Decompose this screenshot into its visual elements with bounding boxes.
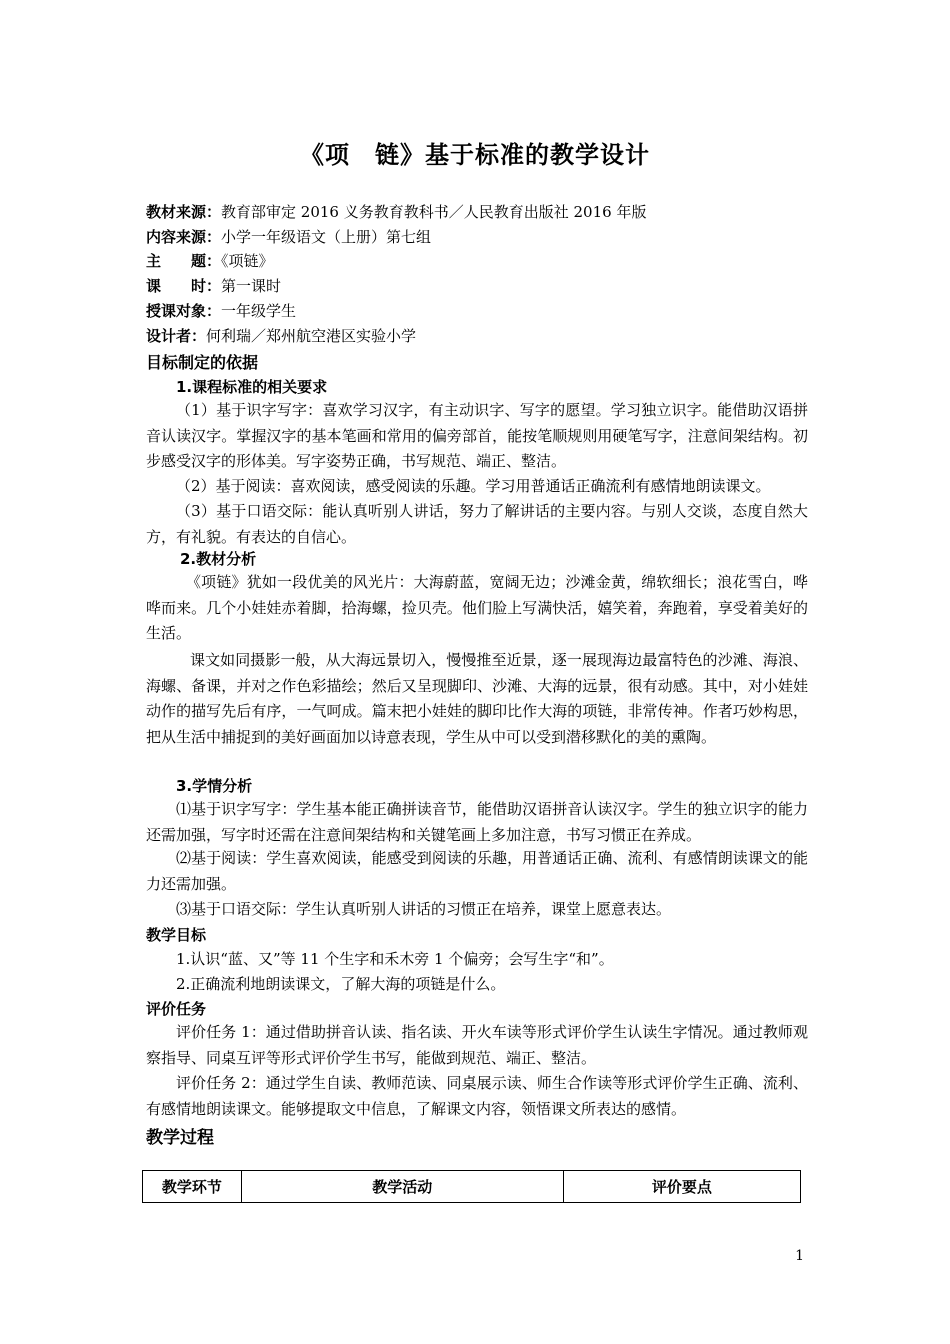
meta-key: 教材来源： xyxy=(146,203,222,221)
column-header: 教学环节 xyxy=(143,1171,242,1203)
meta-key: 授课对象： xyxy=(146,302,222,320)
subheading-students: 3.学情分析 xyxy=(176,777,253,795)
section-heading-tasks: 评价任务 xyxy=(146,1000,207,1018)
column-header: 评价要点 xyxy=(563,1171,800,1203)
paragraph: （1）基于识字写字：喜欢学习汉字，有主动识字、写字的愿望。学习独立识字。能借助汉语拼音认读汉字。掌握汉字的基本笔画和常用的偏旁部首，能按笔顺规则用硬笔写字，注意间架结构。初步感受汉字的形体美。写字姿势正确，书写规范、端正、整洁。 xyxy=(146,401,808,471)
meta-key: 主 题： xyxy=(146,252,222,270)
paragraph: 《项链》犹如一段优美的风光片：大海蔚蓝，宽阔无边；沙滩金黄，绵软细长；浪花雪白，哗哗而来。几个小娃娃赤着脚，拾海螺，捡贝壳。他们脸上写满快活，嬉笑着，奔跑着，享受着美好的生活。 xyxy=(146,573,808,643)
meta-period xyxy=(146,274,281,298)
paragraph: 评价任务 2：通过学生自读、教师范读、同桌展示读、师生合作读等形式评价学生正确、流利、有感情地朗读课文。能够提取文中信息，了解课文内容，领悟课文所表达的感情。 xyxy=(146,1074,808,1118)
meta-key: 设计者： xyxy=(146,327,207,345)
subheading-material: 2.教材分析 xyxy=(180,550,257,568)
meta-value: 《项链》 xyxy=(221,252,274,270)
paragraph: ⑴基于识字写字：学生基本能正确拼读音节，能借助汉语拼音认读汉字。学生的独立识字的能力还需加强，写字时还需在注意间架结构和关键笔画上多加注意，书写习惯正在养成。 xyxy=(146,800,808,844)
table-header-row xyxy=(143,1171,801,1203)
goal-item: 1.认识“蓝、又”等 11 个生字和禾木旁 1 个偏旁；会写生字“和”。 xyxy=(176,950,614,968)
meta-value: 第一课时 xyxy=(221,277,282,295)
paragraph: ⑶基于口语交际：学生认真听别人讲话的习惯正在培养，课堂上愿意表达。 xyxy=(176,900,672,918)
section-heading-process: 教学过程 xyxy=(146,1128,214,1148)
meta-designer xyxy=(146,324,416,348)
paragraph: ⑵基于阅读：学生喜欢阅读，能感受到阅读的乐趣，用普通话正确、流利、有感情朗读课文的能力还需加强。 xyxy=(146,849,808,893)
meta-value: 何利瑞／郑州航空港区实验小学 xyxy=(206,327,417,345)
paragraph: （3）基于口语交际：能认真听别人讲话，努力了解讲话的主要内容。与别人交谈，态度自然大方，有礼貌。有表达的自信心。 xyxy=(146,502,808,546)
meta-value: 小学一年级语文（上册）第七组 xyxy=(221,228,432,246)
subheading-standards: 1.课程标准的相关要求 xyxy=(176,378,328,396)
section-heading-goals: 教学目标 xyxy=(146,926,207,944)
section-heading-basis: 目标制定的依据 xyxy=(146,353,259,372)
process-table xyxy=(142,1170,801,1203)
meta-content xyxy=(146,225,431,249)
meta-value: 一年级学生 xyxy=(221,302,297,320)
meta-value: 教育部审定 2016 义务教育教科书／人民教育出版社 2016 年版 xyxy=(221,203,647,221)
meta-audience xyxy=(146,299,296,323)
paragraph: 课文如同摄影一般，从大海远景切入，慢慢推至近景，逐一展现海边最富特色的沙滩、海浪、海螺、备课，并对之作色彩描绘；然后又呈现脚印、沙滩、大海的远景，很有动感。其中，对小娃娃动作的描写先后有序，一气呵成。篇末把小娃娃的脚印比作大海的项链，非常传神。作者巧妙构思，把从生活中捕捉到的美好画面加以诗意表现，学生从中可以受到潜移默化的美的熏陶。 xyxy=(146,651,808,746)
page-number: 1 xyxy=(795,1248,804,1264)
meta-key: 内容来源： xyxy=(146,228,222,246)
meta-key: 课 时： xyxy=(146,277,222,295)
column-header: 教学活动 xyxy=(241,1171,563,1203)
paragraph: （2）基于阅读：喜欢阅读，感受阅读的乐趣。学习用普通话正确流利有感情地朗读课文。 xyxy=(176,477,771,495)
paragraph: 评价任务 1：通过借助拼音认读、指名读、开火车读等形式评价学生认读生字情况。通过教师观察指导、同桌互评等形式评价学生书写，能做到规范、端正、整洁。 xyxy=(146,1023,808,1067)
page-title: 《项 链》基于标准的教学设计 xyxy=(300,141,650,169)
meta-topic xyxy=(146,249,274,273)
meta-source xyxy=(146,200,646,224)
goal-item: 2.正确流利地朗读课文，了解大海的项链是什么。 xyxy=(176,975,506,993)
